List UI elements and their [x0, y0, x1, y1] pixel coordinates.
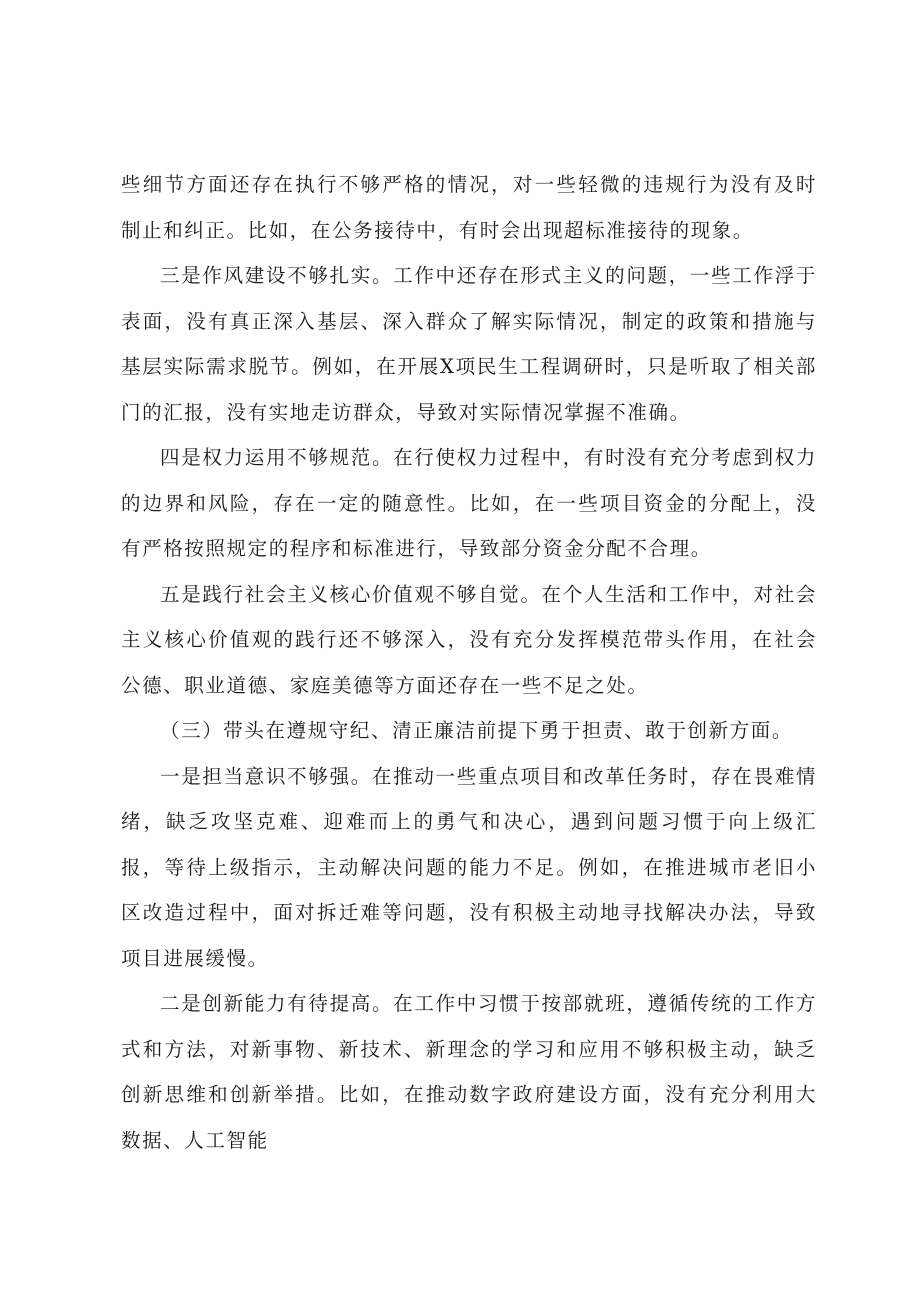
paragraph-values-issue: 五是践行社会主义核心价值观不够自觉。在个人生活和工作中，对社会主义核心价值观的践行还不够深入，没有充分发挥模范带头作用，在社会公德、职业道德、家庭美德等方面还存在一些不足之处。 — [121, 582, 817, 697]
paragraph-power-issue: 四是权力运用不够规范。在行使权力过程中，有时没有充分考虑到权力的边界和风险，存在一定的随意性。比如，在一些项目资金的分配上，没有严格按照规定的程序和标准进行，导致部分资金分配不合理。 — [121, 446, 817, 560]
document-body — [121, 162, 817, 1163]
paragraph-innovation-issue: 二是创新能力有待提高。在工作中习惯于按部就班，遵循传统的工作方式和方法，对新事物、新技术、新理念的学习和应用不够积极主动，缺乏创新思维和创新举措。比如，在推动数字政府建设方面，没有充分利用大数据、人工智能 — [121, 992, 817, 1152]
paragraph-style-issue: 三是作风建设不够扎实。工作中还存在形式主义的问题，一些工作浮于表面，没有真正深入基层、深入群众了解实际情况，制定的政策和措施与基层实际需求脱节。例如，在开展X项民生工程调研时，只是听取了相关部门的汇报，没有实地走访群众，导致对实际情况掌握不准确。 — [121, 264, 817, 424]
paragraph-responsibility-issue: 一是担当意识不够强。在推动一些重点项目和改革任务时，存在畏难情绪，缺乏攻坚克难、迎难而上的勇气和决心，遇到问题习惯于向上级汇报，等待上级指示，主动解决问题的能力不足。例如，在推进城市老旧小区改造过程中，面对拆迁难等问题，没有积极主动地寻找解决办法，导致项目进展缓慢。 — [121, 764, 817, 970]
section-heading: （三）带头在遵规守纪、清正廉洁前提下勇于担责、敢于创新方面。 — [160, 719, 794, 742]
paragraph-continuation: 些细节方面还存在执行不够严格的情况，对一些轻微的违规行为没有及时制止和纠正。比如，在公务接待中，有时会出现超标准接待的现象。 — [121, 173, 817, 242]
